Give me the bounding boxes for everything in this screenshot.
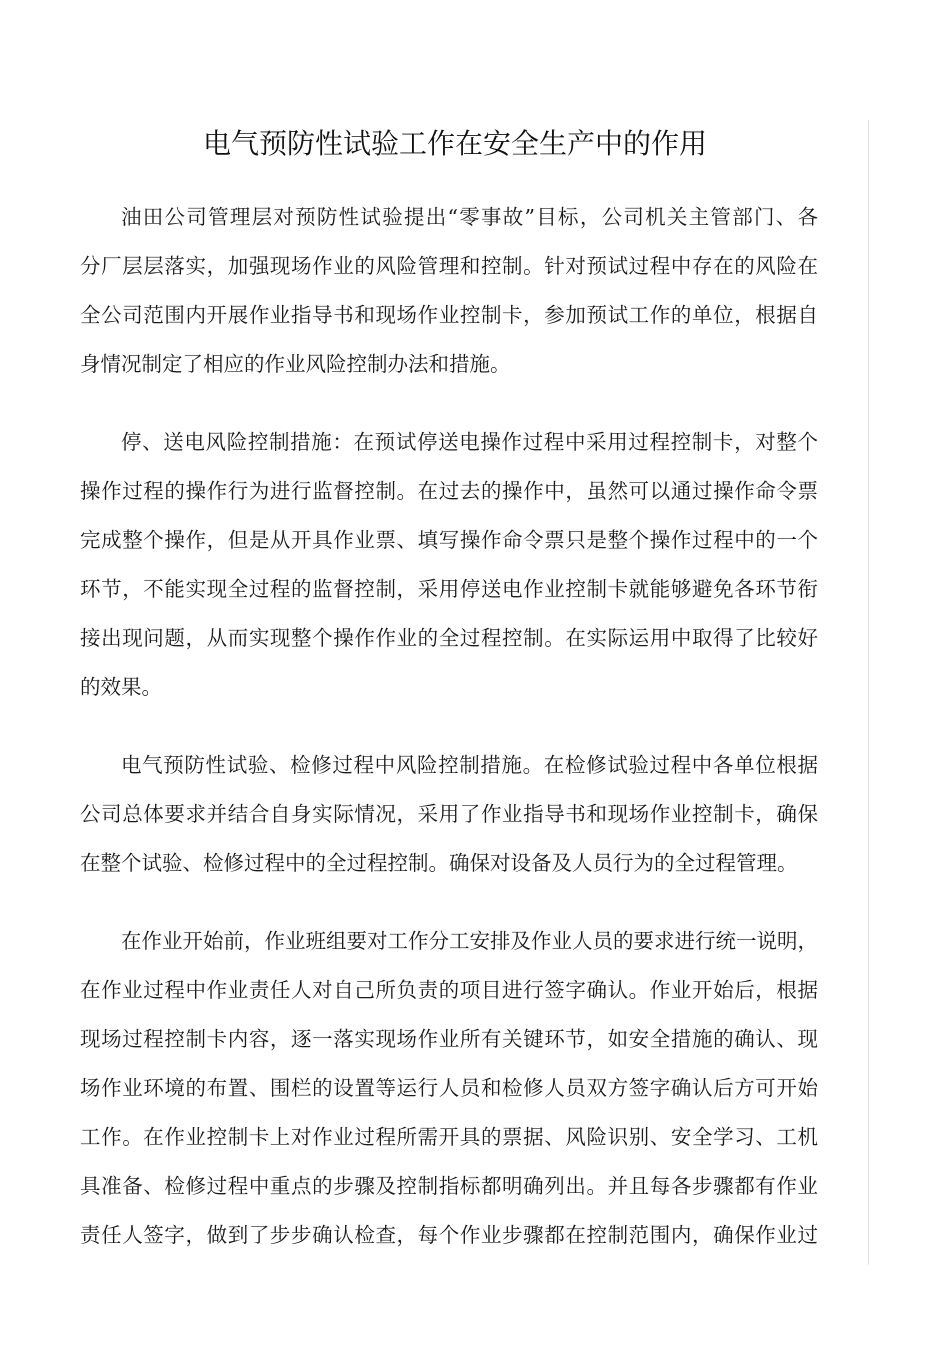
paragraph-1 [80, 193, 818, 389]
text-line: 公司总体要求并结合自身实际情况，采用了作业指导书和现场作业控制卡，确保 [80, 802, 818, 826]
text-line: 接出现问题，从而实现整个操作作业的全过程控制。在实际运用中取得了比较好 [80, 626, 818, 650]
text-line: 的效果。 [80, 675, 162, 699]
text-line: 完成整个操作，但是从开具作业票、填写操作命令票只是整个操作过程中的一个 [80, 528, 818, 552]
page-edge-rule [868, 120, 869, 1265]
text-line: 在作业开始前，作业班组要对工作分工安排及作业人员的要求进行统一说明， [121, 929, 818, 953]
paragraph-4 [80, 917, 818, 1260]
text-line: 身情况制定了相应的作业风险控制办法和措施。 [80, 352, 511, 376]
text-line: 在整个试验、检修过程中的全过程控制。确保对设备及人员行为的全过程管理。 [80, 851, 798, 875]
text-line: 现场过程控制卡内容，逐一落实现场作业所有关键环节，如安全措施的确认、现 [80, 1027, 818, 1051]
text-line: 油田公司管理层对预防性试验提出“零事故”目标，公司机关主管部门、各 [121, 205, 818, 229]
text-line: 停、送电风险控制措施：在预试停送电操作过程中采用过程控制卡，对整个 [121, 430, 818, 454]
text-line: 全公司范围内开展作业指导书和现场作业控制卡，参加预试工作的单位，根据自 [80, 303, 818, 327]
document-title: 电气预防性试验工作在安全生产中的作用 [202, 127, 707, 160]
document-body [80, 193, 818, 1289]
paragraph-3 [80, 741, 818, 888]
text-line: 责任人签字，做到了步步确认检查，每个作业步骤都在控制范围内，确保作业过 [80, 1223, 818, 1247]
paragraph-2 [80, 418, 818, 712]
text-line: 在作业过程中作业责任人对自己所负责的项目进行签字确认。作业开始后，根据 [80, 978, 818, 1002]
text-line: 具准备、检修过程中重点的步骤及控制指标都明确列出。并且每各步骤都有作业 [80, 1174, 818, 1198]
text-line: 电气预防性试验、检修过程中风险控制措施。在检修试验过程中各单位根据 [121, 753, 818, 777]
text-line: 操作过程的操作行为进行监督控制。在过去的操作中，虽然可以通过操作命令票 [80, 479, 818, 503]
text-line: 环节，不能实现全过程的监督控制，采用停送电作业控制卡就能够避免各环节衔 [80, 577, 818, 601]
text-line: 分厂层层落实，加强现场作业的风险管理和控制。针对预试过程中存在的风险在 [80, 254, 818, 278]
text-line: 场作业环境的布置、围栏的设置等运行人员和检修人员双方签字确认后方可开始 [80, 1076, 818, 1100]
text-line: 工作。在作业控制卡上对作业过程所需开具的票据、风险识别、安全学习、工机 [80, 1125, 818, 1149]
